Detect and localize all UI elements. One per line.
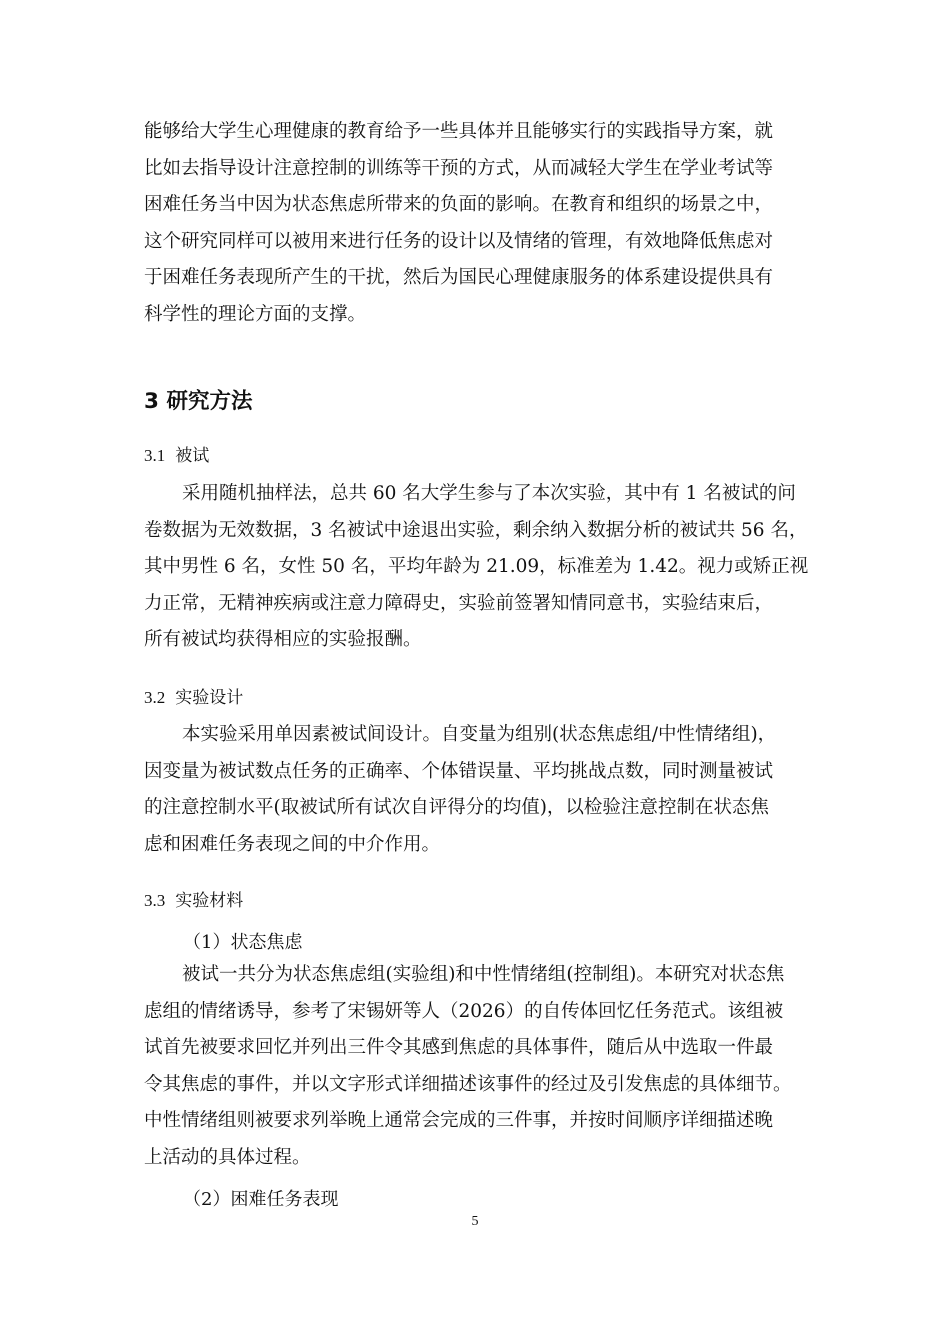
subsection-heading-3-2 (144, 683, 243, 708)
text-line: 被试一共分为状态焦虑组(实验组)和中性情绪组(控制组)。本研究对状态焦 (182, 964, 785, 985)
text-line: 卷数据为无效数据，3 名被试中途退出实验，剩余纳入数据分析的被试共 56 名， (144, 519, 808, 541)
text-line: 这个研究同样可以被用来进行任务的设计以及情绪的管理，有效地降低焦虑对 (144, 230, 774, 252)
text-line: 能够给大学生心理健康的教育给予一些具体并且能够实行的实践指导方案，就 (144, 121, 774, 142)
text-line: 的注意控制水平(取被试所有试次自评得分的均值)，以检验注意控制在状态焦 (144, 797, 769, 818)
text-line: 虑和困难任务表现之间的中介作用。 (144, 833, 441, 855)
subsection-heading-3-3 (144, 886, 243, 911)
paragraph-design (144, 717, 824, 863)
text-line: 令其焦虑的事件，并以文字形式详细描述该事件的经过及引发焦虑的具体细节。 (144, 1073, 792, 1095)
subsection-number: 3.3 (144, 891, 166, 910)
text-line: 本实验采用单因素被试间设计。自变量为组别(状态焦虑组/中性情绪组)， (182, 724, 777, 745)
text-line: 所有被试均获得相应的实验报酬。 (144, 629, 422, 650)
text-line: 困难任务当中因为状态焦虑所带来的负面的影响。在教育和组织的场景之中， (144, 194, 774, 215)
text-line: 力正常，无精神疾病或注意力障碍史，实验前签署知情同意书，实验结束后， (144, 592, 774, 614)
text-line: 采用随机抽样法，总共 60 名大学生参与了本次实验，其中有 1 名被试的问 (182, 483, 796, 504)
text-line: 中性情绪组则被要求列举晚上通常会完成的三件事，并按时间顺序详细描述晚 (144, 1110, 774, 1131)
page-number: 5 (471, 1214, 479, 1229)
subsection-number: 3.2 (144, 688, 166, 707)
text-line: 因变量为被试数点任务的正确率、个体错误量、平均挑战点数，同时测量被试 (144, 760, 774, 782)
subsection-heading-3-1 (144, 441, 209, 466)
paragraph-materials (144, 957, 824, 1176)
subsection-number: 3.1 (144, 446, 166, 465)
text-line: 科学性的理论方面的支撑。 (144, 303, 367, 325)
text-line: 比如去指导设计注意控制的训练等干预的方式，从而减轻大学生在学业考试等 (144, 157, 774, 179)
text-line: 试首先被要求回忆并列出三件令其感到焦虑的具体事件，随后从中选取一件最 (144, 1037, 774, 1058)
text-line: 于困难任务表现所产生的干扰，然后为国民心理健康服务的体系建设提供具有 (144, 267, 774, 288)
subsection-title: 被试 (175, 446, 210, 466)
section-heading: 3 研究方法 (144, 389, 253, 414)
text-line: 其中男性 6 名，女性 50 名，平均年龄为 21.09，标准差为 1.42。视力或矫正视 (144, 556, 809, 577)
subsection-title: 实验设计 (175, 688, 244, 708)
item-heading-difficult-task: （2）困难任务表现 (183, 1189, 339, 1210)
intro-paragraph (144, 114, 824, 333)
text-line: 虑组的情绪诱导，参考了宋锡妍等人（2026）的自传体回忆任务范式。该组被 (144, 1000, 784, 1022)
paragraph-participants (144, 476, 824, 659)
text-line: 上活动的具体过程。 (144, 1146, 311, 1168)
item-heading-state-anxiety: （1）状态焦虑 (183, 932, 303, 953)
subsection-title: 实验材料 (175, 891, 244, 911)
